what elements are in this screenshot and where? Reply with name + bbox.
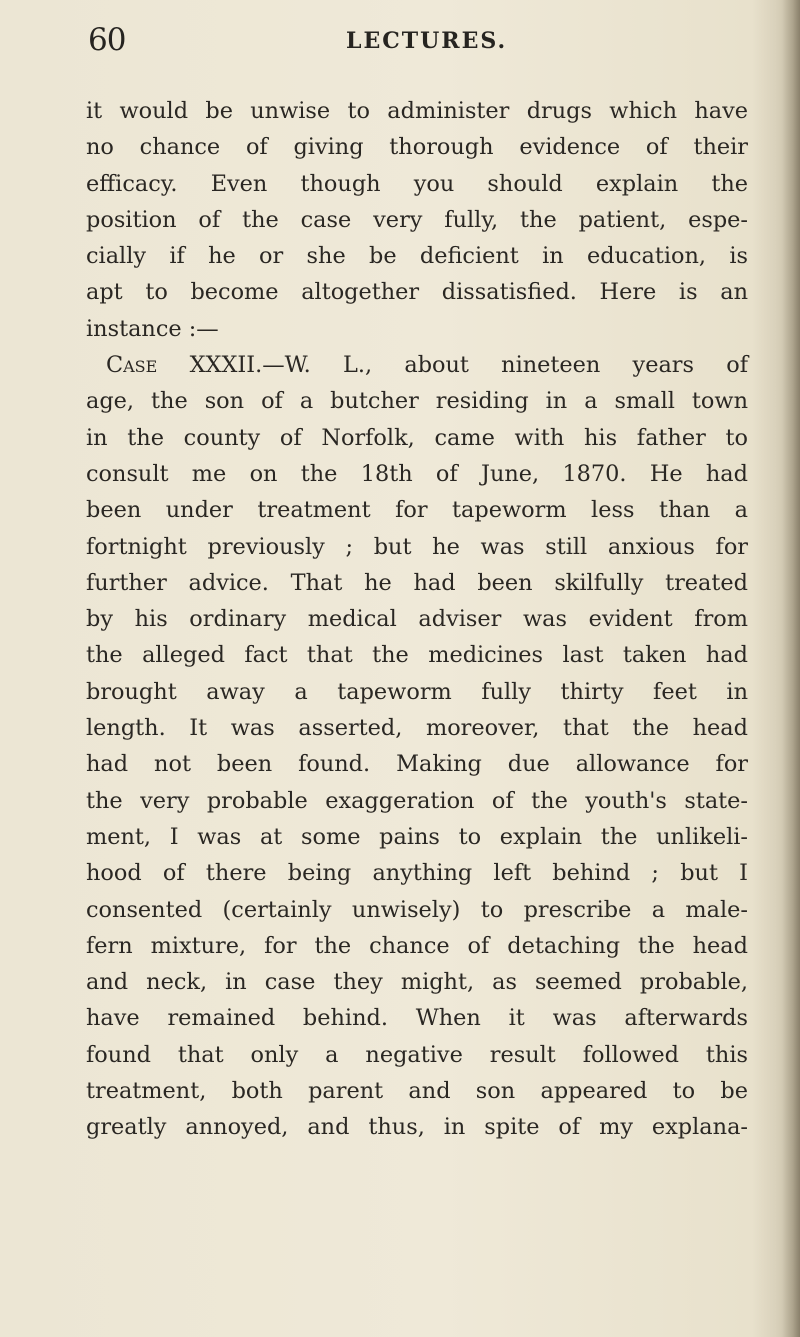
case-label: Case xyxy=(106,352,158,379)
body-text xyxy=(86,93,748,1146)
text-line: treatment, both parent and son appeared to be xyxy=(86,1078,748,1105)
text-line: consented (certainly unwisely) to prescribe a male- xyxy=(86,896,748,923)
text-line: efficacy. Even though you should explain the xyxy=(86,170,748,197)
text-line: in the county of Norfolk, came with his father to xyxy=(86,424,748,451)
running-head: LECTURES. xyxy=(346,28,508,54)
text-line: cially if he or she be deficient in education, is xyxy=(86,243,748,270)
text-line: apt to become altogether dissatisfied. Here is an xyxy=(86,279,748,306)
case-heading-line xyxy=(86,347,748,383)
text-line: consult me on the 18th of June, 1870. He had xyxy=(86,460,748,487)
case-text: XXXII.—W. L., about nineteen years of xyxy=(189,352,748,379)
text-line: length. It was asserted, moreover, that the head xyxy=(86,715,748,742)
text-line: no chance of giving thorough evidence of their xyxy=(86,134,748,161)
text-line: the very probable exaggeration of the youth's state- xyxy=(86,787,748,814)
text-line: brought away a tapeworm fully thirty feet in xyxy=(86,678,748,705)
text-line: hood of there being anything left behind ; but I xyxy=(86,860,748,887)
text-line: it would be unwise to administer drugs which have xyxy=(86,98,748,124)
text-line: by his ordinary medical adviser was evident from xyxy=(86,606,748,633)
page-number: 60 xyxy=(88,22,126,58)
text-line: position of the case very fully, the patient, espe- xyxy=(86,206,748,233)
page-header xyxy=(88,22,738,62)
page-edge-shadow xyxy=(782,0,800,1337)
text-line: the alleged fact that the medicines last taken had xyxy=(86,642,748,669)
text-line: greatly annoyed, and thus, in spite of my explana- xyxy=(86,1114,748,1141)
text-line: fern mixture, for the chance of detaching the head xyxy=(86,932,748,959)
text-line: have remained behind. When it was afterwards xyxy=(86,1005,748,1032)
text-line: instance :— xyxy=(86,315,219,342)
text-line: age, the son of a butcher residing in a small town xyxy=(86,388,748,415)
text-line: found that only a negative result followed this xyxy=(86,1041,748,1068)
text-line: further advice. That he had been skilfully treated xyxy=(86,569,748,596)
text-line: had not been found. Making due allowance for xyxy=(86,751,748,778)
text-line: fortnight previously ; but he was still anxious for xyxy=(86,533,748,560)
text-line: and neck, in case they might, as seemed probable, xyxy=(86,969,748,996)
text-line: ment, I was at some pains to explain the unlikeli- xyxy=(86,823,748,850)
text-line: been under treatment for tapeworm less than a xyxy=(86,497,748,524)
